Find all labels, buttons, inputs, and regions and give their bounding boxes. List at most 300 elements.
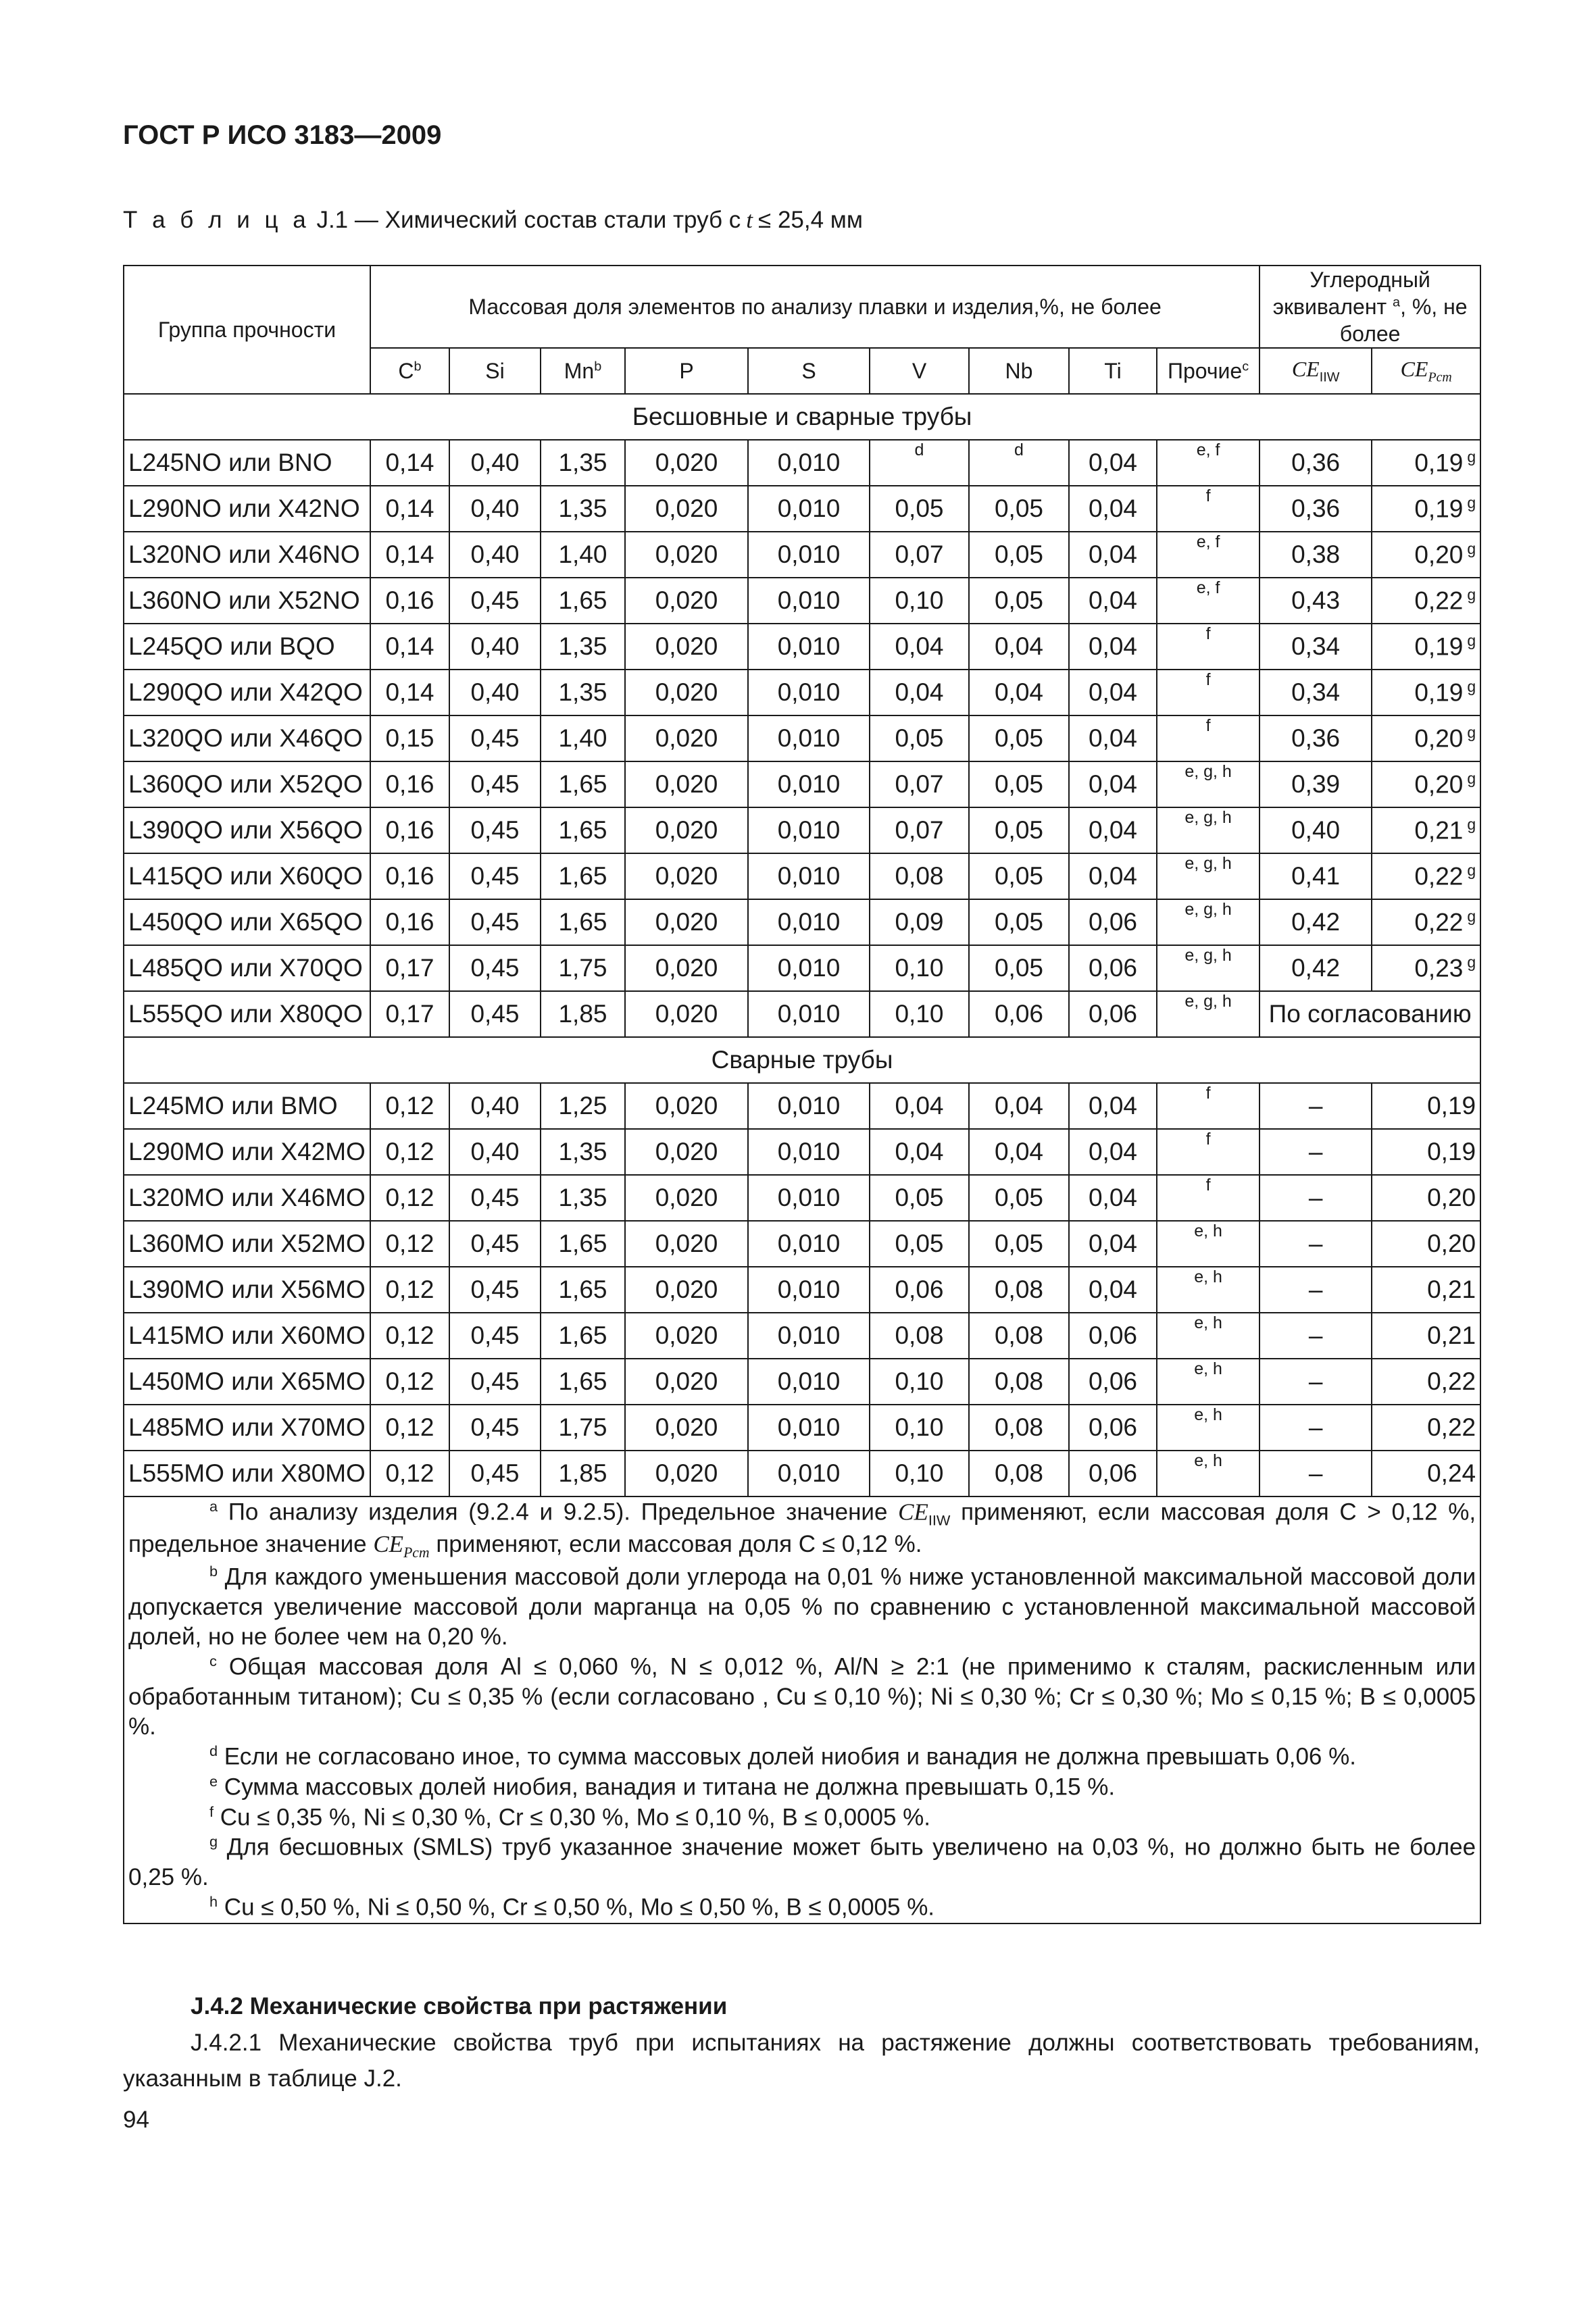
- value-cell-v: 0,07: [870, 761, 969, 807]
- value-cell-c: 0,12: [370, 1267, 449, 1313]
- value-cell-si: 0,40: [449, 532, 541, 578]
- table-row: [124, 1451, 1480, 1496]
- value-cell-si: 0,40: [449, 1083, 541, 1129]
- table-row: [124, 1221, 1480, 1267]
- table-row: [124, 761, 1480, 807]
- grade-cell: L485MO или X70MO: [124, 1405, 370, 1451]
- value-cell-s: 0,010: [748, 761, 870, 807]
- value-cell-c: 0,14: [370, 670, 449, 715]
- value-cell-nb: 0,04: [969, 670, 1069, 715]
- value-cell-s: 0,010: [748, 899, 870, 945]
- other-elements-cell: e, h: [1157, 1451, 1260, 1496]
- value-cell-p: 0,020: [625, 1451, 748, 1496]
- value-cell-mn: 1,35: [541, 1129, 625, 1175]
- section-row-seamless-welded: [124, 394, 1480, 440]
- element-header-c: $C^b$: [370, 348, 449, 394]
- value-cell-mn: 1,35: [541, 1175, 625, 1221]
- section-row-welded: [124, 1037, 1480, 1083]
- section-heading: J.4.2 Механические свойства при растяжении: [191, 1993, 728, 2019]
- ce-pcm-footnote-mark: g: [1467, 770, 1476, 788]
- ce-pcm-cell: [1372, 807, 1480, 853]
- value-cell-v: 0,07: [870, 532, 969, 578]
- chemical-composition-table: [123, 265, 1480, 1924]
- value-cell-mn: 1,75: [541, 945, 625, 991]
- value-cell-ti: 0,04: [1069, 1221, 1157, 1267]
- other-elements-cell: e, g, h: [1157, 899, 1260, 945]
- value-cell-si: 0,45: [449, 807, 541, 853]
- value-cell-p: 0,020: [625, 899, 748, 945]
- value-cell-ti: 0,04: [1069, 1267, 1157, 1313]
- value-cell-c: 0,14: [370, 532, 449, 578]
- element-header-v: V: [870, 348, 969, 394]
- ce-pcm-footnote-mark: g: [1467, 907, 1476, 926]
- section-row-welded-cell: Сварные трубы: [124, 1037, 1480, 1083]
- table-row: [124, 991, 1480, 1037]
- ce-pcm-cell: [1372, 440, 1480, 486]
- element-header-p: P: [625, 348, 748, 394]
- value-cell-ti: 0,06: [1069, 1451, 1157, 1496]
- value-cell-nb: 0,08: [969, 1313, 1069, 1359]
- value-cell-mn: 1,25: [541, 1083, 625, 1129]
- ce-pcm-value: 0,20: [1414, 540, 1464, 569]
- value-cell-v: 0,05: [870, 1221, 969, 1267]
- table-row: [124, 899, 1480, 945]
- ce-pcm-cell: [1372, 1129, 1480, 1175]
- value-cell-s: 0,010: [748, 486, 870, 532]
- value-cell-v: 0,09: [870, 899, 969, 945]
- footnote-g: $^g$ Для бесшовных (SMLS) труб указанное значение может быть увеличено на 0,03 %, но должно быть не более 0,25 %.: [128, 1833, 1476, 1891]
- grade-cell: L290MO или X42MO: [124, 1129, 370, 1175]
- other-elements-cell: f: [1157, 1175, 1260, 1221]
- other-elements-cell: e, g, h: [1157, 945, 1260, 991]
- value-cell-ti: 0,04: [1069, 761, 1157, 807]
- ce-iiw-cell: 0,39: [1260, 761, 1372, 807]
- value-cell-ti: 0,04: [1069, 578, 1157, 624]
- grade-cell: L360QO или X52QO: [124, 761, 370, 807]
- value-cell-mn: 1,65: [541, 899, 625, 945]
- ce-iiw-cell: 0,42: [1260, 945, 1372, 991]
- value-cell-si: 0,45: [449, 1175, 541, 1221]
- footnote-c: $^c$ Общая массовая доля Al ≤ 0,060 %, N ≤ 0,012 %, Al/N ≥ 2:1 (не применимо к сталям, раскисленным или обработанным титаном); Cu ≤ 0,35 % (если согласовано , Cu ≤ 0,10 %); Ni ≤ 0,30 %; Cr ≤ 0,30 %; Mo ≤ 0,15 %; B ≤ 0,0005 %.: [128, 1653, 1476, 1740]
- grade-cell: L290QO или X42QO: [124, 670, 370, 715]
- value-cell-si: 0,40: [449, 440, 541, 486]
- value-cell-p: 0,020: [625, 532, 748, 578]
- ce-pcm-footnote-mark: g: [1467, 540, 1476, 558]
- ce-pcm-footnote-mark: g: [1467, 632, 1476, 650]
- value-cell-s: 0,010: [748, 1129, 870, 1175]
- grade-cell: L290NO или X42NO: [124, 486, 370, 532]
- value-cell-p: 0,020: [625, 624, 748, 670]
- value-cell-p: 0,020: [625, 945, 748, 991]
- value-cell-c: 0,12: [370, 1313, 449, 1359]
- ce-pcm-value: 0,20: [1414, 770, 1464, 799]
- caption-text: J.1 — Химический состав стали труб с: [309, 207, 741, 233]
- ce-iiw-cell: –: [1260, 1083, 1372, 1129]
- ce-pcm-value: 0,19: [1427, 1092, 1476, 1120]
- table-row: [124, 624, 1480, 670]
- value-cell-mn: 1,85: [541, 1451, 625, 1496]
- ce-pcm-value: 0,23: [1414, 954, 1464, 982]
- value-cell-s: 0,010: [748, 945, 870, 991]
- value-cell-nb: 0,05: [969, 945, 1069, 991]
- other-elements-cell: e, h: [1157, 1267, 1260, 1313]
- value-cell-c: 0,17: [370, 991, 449, 1037]
- value-cell-s: 0,010: [748, 1221, 870, 1267]
- value-cell-ti: 0,06: [1069, 1313, 1157, 1359]
- ce-iiw-cell: 0,43: [1260, 578, 1372, 624]
- value-cell-c: 0,16: [370, 853, 449, 899]
- value-cell-s: 0,010: [748, 1175, 870, 1221]
- value-cell-v: 0,10: [870, 1451, 969, 1496]
- grade-cell: L415QO или X60QO: [124, 853, 370, 899]
- value-cell-p: 0,020: [625, 578, 748, 624]
- grade-cell: L245QO или BQO: [124, 624, 370, 670]
- value-cell-p: 0,020: [625, 1405, 748, 1451]
- value-cell-nb: 0,05: [969, 853, 1069, 899]
- value-cell-si: 0,45: [449, 853, 541, 899]
- ce-pcm-cell: [1372, 1359, 1480, 1405]
- value-cell-nb: 0,04: [969, 1129, 1069, 1175]
- grade-cell: L555MO или X80MO: [124, 1451, 370, 1496]
- value-cell-ti: 0,04: [1069, 1175, 1157, 1221]
- value-cell-c: 0,14: [370, 486, 449, 532]
- table-row: [124, 532, 1480, 578]
- value-cell-mn: 1,65: [541, 1313, 625, 1359]
- value-cell-ti: 0,04: [1069, 853, 1157, 899]
- value-cell-v: 0,07: [870, 807, 969, 853]
- caption-prefix: Т а б л и ц а: [123, 207, 310, 233]
- value-cell-si: 0,45: [449, 578, 541, 624]
- ce-pcm-value: 0,19: [1414, 678, 1464, 707]
- value-cell-c: 0,12: [370, 1451, 449, 1496]
- carbon-equivalent-header: Углеродный эквивалент $^a$, %, не более: [1260, 266, 1480, 348]
- value-cell-v: 0,08: [870, 853, 969, 899]
- value-cell-c: 0,16: [370, 807, 449, 853]
- value-cell-p: 0,020: [625, 486, 748, 532]
- value-cell-mn: 1,75: [541, 1405, 625, 1451]
- ce-pcm-value: 0,22: [1414, 586, 1464, 615]
- value-cell-c: 0,12: [370, 1083, 449, 1129]
- other-elements-cell: f: [1157, 1083, 1260, 1129]
- value-cell-si: 0,45: [449, 761, 541, 807]
- table-row: [124, 1175, 1480, 1221]
- page-number: 94: [123, 2107, 149, 2133]
- value-cell-si: 0,45: [449, 1313, 541, 1359]
- value-cell-nb: 0,08: [969, 1405, 1069, 1451]
- grade-cell: L245MO или BMO: [124, 1083, 370, 1129]
- value-cell-c: 0,14: [370, 624, 449, 670]
- grade-cell: L390QO или X56QO: [124, 807, 370, 853]
- ce-iiw-cell: –: [1260, 1405, 1372, 1451]
- other-elements-cell: e, f: [1157, 578, 1260, 624]
- ce-pcm-cell: [1372, 670, 1480, 715]
- ce-pcm-cell: [1372, 486, 1480, 532]
- ce-pcm-cell: [1372, 1221, 1480, 1267]
- value-cell-mn: 1,65: [541, 578, 625, 624]
- value-cell-v: 0,04: [870, 1129, 969, 1175]
- ce-iiw-cell: 0,40: [1260, 807, 1372, 853]
- table-row: [124, 1405, 1480, 1451]
- ce-pcm-cell: [1372, 578, 1480, 624]
- ce-iiw-cell: 0,34: [1260, 624, 1372, 670]
- value-cell-si: 0,45: [449, 991, 541, 1037]
- value-cell-c: 0,16: [370, 578, 449, 624]
- value-cell-p: 0,020: [625, 1129, 748, 1175]
- value-cell-p: 0,020: [625, 1313, 748, 1359]
- value-cell-s: 0,010: [748, 1313, 870, 1359]
- element-header-other: Прочие$^c$: [1157, 348, 1260, 394]
- value-cell-c: 0,16: [370, 899, 449, 945]
- value-cell-ti: 0,04: [1069, 624, 1157, 670]
- value-cell-s: 0,010: [748, 853, 870, 899]
- value-cell-nb: d: [969, 440, 1069, 486]
- grade-cell: L450MO или X65MO: [124, 1359, 370, 1405]
- value-cell-s: 0,010: [748, 578, 870, 624]
- ce-iiw-cell: –: [1260, 1129, 1372, 1175]
- table-row: [124, 1313, 1480, 1359]
- grade-cell: L245NO или BNO: [124, 440, 370, 486]
- value-cell-si: 0,45: [449, 1221, 541, 1267]
- ce-pcm-footnote-mark: g: [1467, 586, 1476, 604]
- table-caption: [123, 207, 863, 234]
- ce-pcm-cell: [1372, 853, 1480, 899]
- value-cell-s: 0,010: [748, 1359, 870, 1405]
- value-cell-s: 0,010: [748, 670, 870, 715]
- table-row: [124, 1359, 1480, 1405]
- other-elements-cell: e, h: [1157, 1405, 1260, 1451]
- ce-pcm-cell: [1372, 624, 1480, 670]
- table-row: [124, 1083, 1480, 1129]
- ce-iiw-cell: 0,36: [1260, 440, 1372, 486]
- value-cell-mn: 1,65: [541, 807, 625, 853]
- value-cell-ti: 0,04: [1069, 715, 1157, 761]
- value-cell-nb: 0,08: [969, 1451, 1069, 1496]
- value-cell-mn: 1,35: [541, 624, 625, 670]
- ce-pcm-cell: [1372, 1313, 1480, 1359]
- value-cell-nb: 0,05: [969, 715, 1069, 761]
- ce-pcm-cell: [1372, 1083, 1480, 1129]
- value-cell-v: 0,04: [870, 624, 969, 670]
- value-cell-ti: 0,06: [1069, 1405, 1157, 1451]
- value-cell-s: 0,010: [748, 715, 870, 761]
- value-cell-si: 0,45: [449, 1267, 541, 1313]
- value-cell-si: 0,45: [449, 1451, 541, 1496]
- value-cell-p: 0,020: [625, 1267, 748, 1313]
- value-cell-nb: 0,05: [969, 1221, 1069, 1267]
- ce-pcm-value: 0,22: [1427, 1413, 1476, 1441]
- value-cell-v: 0,10: [870, 578, 969, 624]
- ce-pcm-footnote-mark: g: [1467, 953, 1476, 972]
- other-elements-cell: f: [1157, 715, 1260, 761]
- footnotes-row: [124, 1496, 1480, 1923]
- grade-cell: L360MO или X52MO: [124, 1221, 370, 1267]
- value-cell-nb: 0,08: [969, 1359, 1069, 1405]
- grade-cell: L555QO или X80QO: [124, 991, 370, 1037]
- other-elements-cell: f: [1157, 1129, 1260, 1175]
- value-cell-v: 0,10: [870, 945, 969, 991]
- footnote-b: $^b$ Для каждого уменьшения массовой доли углерода на 0,01 % ниже установленной максимальной массовой доли допускается увеличение массовой доли марганца на 0,05 % по сравнению с установленной максимальной массовой долей, но не более чем на 0,20 %.: [128, 1563, 1476, 1651]
- ce-iiw-cell: 0,36: [1260, 715, 1372, 761]
- ce-iiw-cell: 0,34: [1260, 670, 1372, 715]
- ce-pcm-cell: [1372, 532, 1480, 578]
- ce-pcm-footnote-mark: g: [1467, 724, 1476, 742]
- ce-pcm-value: 0,20: [1427, 1184, 1476, 1211]
- value-cell-p: 0,020: [625, 1221, 748, 1267]
- caption-limit: ≤ 25,4 мм: [758, 207, 863, 233]
- table-row: [124, 1267, 1480, 1313]
- ce-pcm-footnote-mark: g: [1467, 861, 1476, 880]
- value-cell-s: 0,010: [748, 1451, 870, 1496]
- value-cell-mn: 1,40: [541, 715, 625, 761]
- value-cell-nb: 0,04: [969, 624, 1069, 670]
- value-cell-nb: 0,05: [969, 578, 1069, 624]
- value-cell-p: 0,020: [625, 1175, 748, 1221]
- element-header-si: Si: [449, 348, 541, 394]
- ce-iiw-cell: 0,38: [1260, 532, 1372, 578]
- value-cell-ti: 0,06: [1069, 945, 1157, 991]
- value-cell-s: 0,010: [748, 1267, 870, 1313]
- ce-pcm-footnote-mark: g: [1467, 815, 1476, 834]
- ce-pcm-value: 0,19: [1414, 632, 1464, 661]
- value-cell-v: 0,05: [870, 486, 969, 532]
- ce-pcm-cell: [1372, 715, 1480, 761]
- ce-iiw-header: $CE_{IIW}$: [1260, 348, 1372, 394]
- value-cell-mn: 1,35: [541, 440, 625, 486]
- value-cell-nb: 0,05: [969, 1175, 1069, 1221]
- ce-pcm-value: 0,22: [1414, 908, 1464, 936]
- value-cell-ti: 0,04: [1069, 486, 1157, 532]
- value-cell-v: 0,04: [870, 1083, 969, 1129]
- value-cell-p: 0,020: [625, 1359, 748, 1405]
- value-cell-p: 0,020: [625, 715, 748, 761]
- value-cell-nb: 0,08: [969, 1267, 1069, 1313]
- ce-pcm-value: 0,24: [1427, 1459, 1476, 1487]
- value-cell-c: 0,12: [370, 1359, 449, 1405]
- ce-pcm-footnote-mark: g: [1467, 494, 1476, 512]
- value-cell-s: 0,010: [748, 624, 870, 670]
- value-cell-mn: 1,40: [541, 532, 625, 578]
- value-cell-mn: 1,65: [541, 761, 625, 807]
- footnote-d: $^d$ Если не согласовано иное, то сумма массовых долей ниобия и ванадия не должна превышать 0,06 %.: [209, 1742, 1356, 1770]
- value-cell-mn: 1,35: [541, 486, 625, 532]
- table-row: [124, 578, 1480, 624]
- ce-iiw-cell: –: [1260, 1451, 1372, 1496]
- other-elements-cell: e, g, h: [1157, 853, 1260, 899]
- value-cell-ti: 0,04: [1069, 807, 1157, 853]
- ce-pcm-value: 0,20: [1414, 724, 1464, 753]
- value-cell-s: 0,010: [748, 532, 870, 578]
- ce-pcm-value: 0,21: [1427, 1276, 1476, 1303]
- grade-cell: L390MO или X56MO: [124, 1267, 370, 1313]
- caption-t-symbol: t: [746, 207, 753, 233]
- other-elements-cell: f: [1157, 624, 1260, 670]
- value-cell-nb: 0,05: [969, 807, 1069, 853]
- ce-pcm-cell: [1372, 945, 1480, 991]
- value-cell-nb: 0,05: [969, 486, 1069, 532]
- value-cell-v: 0,10: [870, 1405, 969, 1451]
- ce-iiw-cell: –: [1260, 1313, 1372, 1359]
- ce-iiw-cell: 0,41: [1260, 853, 1372, 899]
- value-cell-v: 0,05: [870, 1175, 969, 1221]
- grade-cell: L415MO или X60MO: [124, 1313, 370, 1359]
- other-elements-cell: e, h: [1157, 1221, 1260, 1267]
- footnote-a: $^a$ По анализу изделия (9.2.4 и 9.2.5). Предельное значение $CE_{IIW}$ применяют, если массовая доля С > 0,12 %, предельное значение $CE_{Pcm}$ применяют, если массовая доля С ≤ 0,12 %.: [128, 1498, 1476, 1561]
- value-cell-p: 0,020: [625, 1083, 748, 1129]
- value-cell-nb: 0,05: [969, 532, 1069, 578]
- value-cell-nb: 0,04: [969, 1083, 1069, 1129]
- element-header-s: S: [748, 348, 870, 394]
- ce-pcm-value: 0,19: [1427, 1138, 1476, 1165]
- ce-pcm-cell: [1372, 899, 1480, 945]
- table-row: [124, 715, 1480, 761]
- value-cell-s: 0,010: [748, 807, 870, 853]
- value-cell-si: 0,45: [449, 1405, 541, 1451]
- element-header-mn: Mn$^b$: [541, 348, 625, 394]
- ce-iiw-cell: 0,36: [1260, 486, 1372, 532]
- value-cell-c: 0,14: [370, 440, 449, 486]
- other-elements-cell: e, g, h: [1157, 807, 1260, 853]
- value-cell-nb: 0,06: [969, 991, 1069, 1037]
- footnotes-cell: [124, 1496, 1480, 1923]
- value-cell-ti: 0,06: [1069, 899, 1157, 945]
- value-cell-s: 0,010: [748, 1083, 870, 1129]
- value-cell-v: 0,08: [870, 1313, 969, 1359]
- grade-cell: L485QO или X70QO: [124, 945, 370, 991]
- value-cell-v: 0,06: [870, 1267, 969, 1313]
- other-elements-cell: e, g, h: [1157, 991, 1260, 1037]
- table-row: [124, 1129, 1480, 1175]
- ce-pcm-value: 0,21: [1427, 1322, 1476, 1349]
- ce-pcm-value: 0,19: [1414, 495, 1464, 523]
- value-cell-ti: 0,04: [1069, 1083, 1157, 1129]
- value-cell-si: 0,40: [449, 486, 541, 532]
- ce-pcm-cell: [1372, 761, 1480, 807]
- grade-cell: L360NO или X52NO: [124, 578, 370, 624]
- group-header: Группа прочности: [124, 266, 370, 394]
- document-header: ГОСТ Р ИСО 3183—2009: [123, 120, 442, 150]
- value-cell-c: 0,17: [370, 945, 449, 991]
- value-cell-v: 0,04: [870, 670, 969, 715]
- value-cell-p: 0,020: [625, 991, 748, 1037]
- value-cell-v: d: [870, 440, 969, 486]
- ce-iiw-cell: –: [1260, 1359, 1372, 1405]
- table-row: [124, 945, 1480, 991]
- value-cell-p: 0,020: [625, 761, 748, 807]
- other-elements-cell: e, f: [1157, 440, 1260, 486]
- ce-pcm-value: 0,22: [1427, 1367, 1476, 1395]
- section-paragraph: J.4.2.1 Механические свойства труб при испытаниях на растяжение должны соответствовать требованиям, указанным в таблице J.2.: [123, 2030, 1480, 2092]
- value-cell-si: 0,45: [449, 715, 541, 761]
- value-cell-v: 0,05: [870, 715, 969, 761]
- section-row-seamless-welded-cell: Бесшовные и сварные трубы: [124, 394, 1480, 440]
- value-cell-ti: 0,04: [1069, 1129, 1157, 1175]
- table-row: [124, 440, 1480, 486]
- footnote-h: $^h$ Cu ≤ 0,50 %, Ni ≤ 0,50 %, Cr ≤ 0,50 %, Mo ≤ 0,50 %, B ≤ 0,0005 %.: [209, 1893, 935, 1921]
- value-cell-c: 0,12: [370, 1175, 449, 1221]
- ce-pcm-value: 0,20: [1427, 1230, 1476, 1257]
- ce-pcm-footnote-mark: g: [1467, 448, 1476, 466]
- ce-iiw-cell: 0,42: [1260, 899, 1372, 945]
- other-elements-cell: e, h: [1157, 1313, 1260, 1359]
- footnote-e: $^e$ Сумма массовых долей ниобия, ванадия и титана не должна превышать 0,15 %.: [209, 1772, 1116, 1801]
- value-cell-c: 0,12: [370, 1129, 449, 1175]
- value-cell-mn: 1,65: [541, 1221, 625, 1267]
- value-cell-p: 0,020: [625, 670, 748, 715]
- value-cell-s: 0,010: [748, 440, 870, 486]
- table-row: [124, 853, 1480, 899]
- value-cell-c: 0,15: [370, 715, 449, 761]
- element-header-nb: Nb: [969, 348, 1069, 394]
